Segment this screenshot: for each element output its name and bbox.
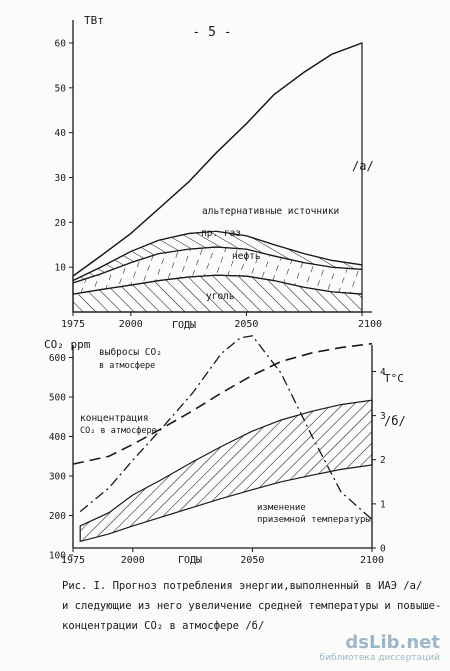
panel-a-y-unit: ТВт (84, 14, 104, 27)
panel-a-layers (73, 43, 362, 312)
y-tick-label: 20 (54, 217, 66, 229)
label-emissions-a: выбросы CO₂ (99, 347, 162, 358)
y2-tick-label: 2 (380, 455, 386, 467)
page-number: - 5 - (192, 25, 232, 40)
caption-line-1: Рис. I. Прогноз потребления энергии,выполненный в ИАЭ /а/ (62, 580, 423, 592)
x-tick-label: 2000 (120, 555, 145, 566)
y-tick-label: 40 (54, 128, 66, 140)
layer-label-oil: нефть (232, 251, 261, 262)
x-tick-label: 2100 (357, 319, 383, 330)
panel-b-y-unit: CO₂ ppm (44, 338, 91, 351)
watermark (320, 632, 440, 663)
y-tick-label: 50 (54, 83, 66, 95)
x-tick-label: 1975 (60, 319, 86, 330)
panel-a-y-ticks (55, 38, 73, 273)
label-emissions-b: в атмосфере (99, 361, 156, 371)
y2-tick-label: 4 (380, 366, 386, 378)
y2-tick-label: 3 (380, 411, 386, 423)
panel-a-x-label: ГОДЫ (172, 320, 197, 331)
panel-b-y2-ticks (372, 367, 386, 555)
label-temperature-b: приземной температуры (257, 515, 371, 525)
panel-b-label: /б/ (384, 414, 406, 428)
layer-label-coal: уголь (206, 291, 235, 302)
panel-a-label: /a/ (352, 159, 374, 173)
panel-b-y2-unit: T°C (384, 372, 404, 385)
figure-caption (62, 576, 442, 636)
x-tick-label: 2000 (118, 319, 143, 330)
label-concentration-a: концентрация (80, 413, 149, 424)
y-tick-label: 500 (48, 392, 66, 404)
y-tick-label: 600 (48, 353, 66, 364)
caption-line-3: концентрации CO₂ в атмосфере /б/ (62, 620, 265, 632)
y-tick-label: 200 (48, 511, 66, 522)
x-tick-label: 1975 (60, 555, 86, 566)
panel-b-x-ticks (61, 548, 384, 566)
panel-a-x-ticks (61, 312, 382, 330)
label-concentration-b: CO₂ в атмосфере (80, 426, 157, 436)
panel-a (55, 14, 383, 331)
x-tick-label: 2050 (240, 555, 265, 566)
panel-b-y-ticks (49, 353, 73, 562)
y-tick-label: 30 (54, 172, 66, 184)
y-tick-label: 400 (48, 432, 66, 443)
watermark-logo: dsLib.net (345, 632, 440, 653)
layer-label-alternative: альтернативные источники (202, 206, 340, 217)
y-tick-label: 300 (48, 471, 66, 483)
caption-line-2: и следующие из него увеличение средней температуры и повыше- (62, 600, 442, 612)
y-tick-label: 60 (54, 38, 66, 50)
label-temperature-a: изменение (257, 503, 306, 513)
y-tick-label: 100 (48, 550, 66, 562)
y2-tick-label: 0 (380, 543, 386, 555)
watermark-subtitle: библиотека диссертаций (319, 653, 440, 663)
panel-b-x-label: ГОДЫ (178, 555, 203, 566)
x-tick-label: 2050 (234, 319, 259, 330)
x-tick-label: 2100 (359, 555, 385, 566)
y2-tick-label: 1 (380, 499, 386, 511)
layer-label-gas: пр. газ (201, 228, 242, 239)
y-tick-label: 10 (54, 262, 66, 274)
